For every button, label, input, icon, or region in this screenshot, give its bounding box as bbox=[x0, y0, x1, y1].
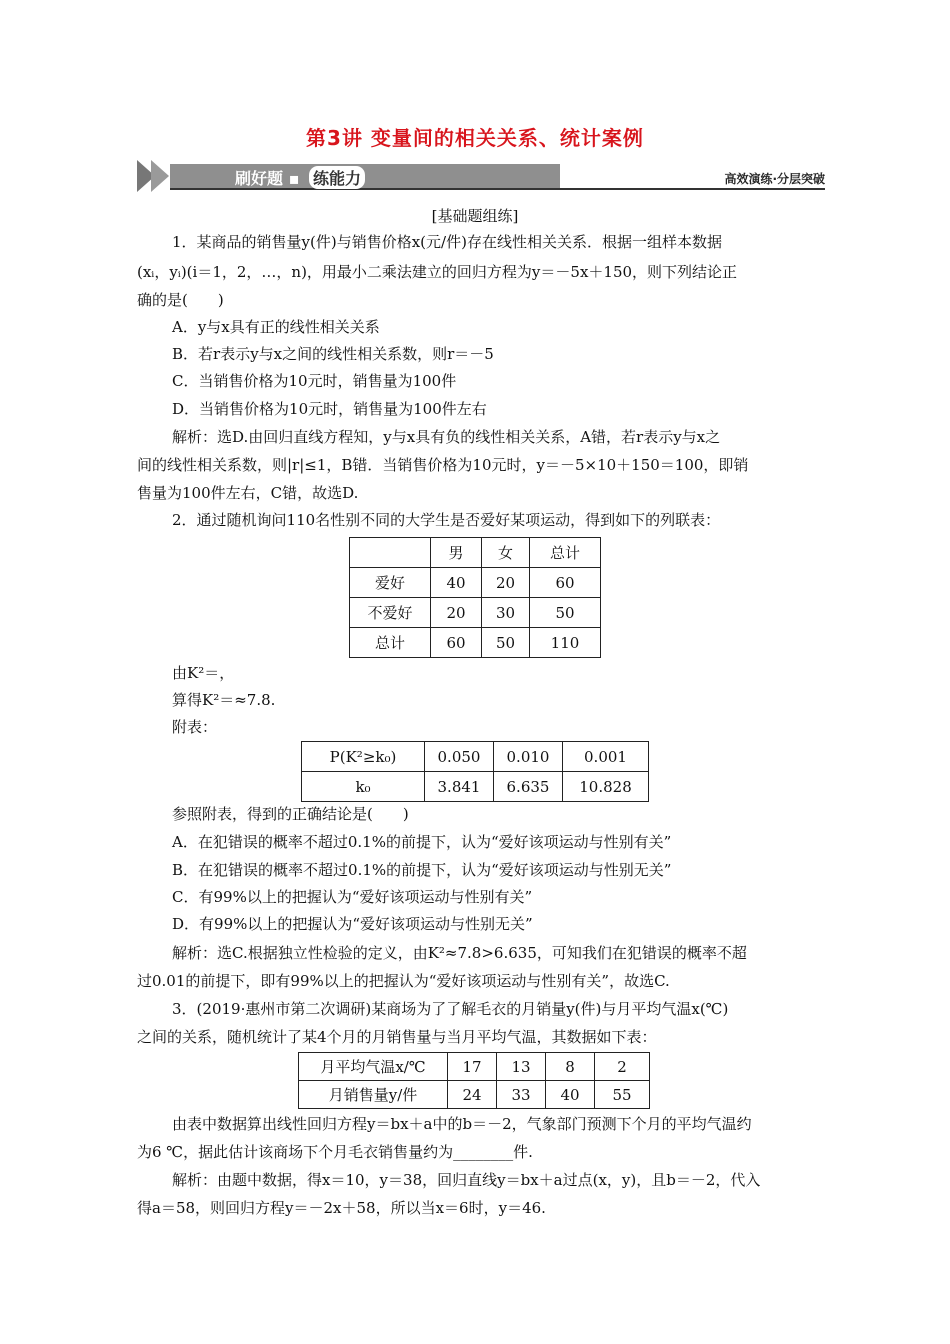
chevron-icon bbox=[151, 160, 169, 192]
q2-stem-line1: 2．通过随机询问110名性别不同的大学生是否爱好某项运动，得到如下的列联表： bbox=[172, 511, 721, 529]
table-cell: k₀ bbox=[302, 772, 425, 802]
q3-solution-line1: 解析：由题中数据，得x＝10，y＝38，回归直线y＝bx＋a过点(x，y)，且b＝－2，代入 bbox=[172, 1171, 761, 1189]
banner-tag: 高效演练·分层突破 bbox=[724, 172, 825, 186]
table-cell: 40 bbox=[431, 568, 482, 598]
table-cell: 55 bbox=[595, 1081, 650, 1109]
q1-stem-line1: 1．某商品的销售量y(件)与销售价格x(元/件)存在线性相关关系．根据一组样本数据 bbox=[172, 233, 722, 251]
table-cell: 2 bbox=[595, 1053, 650, 1081]
table-cell: 20 bbox=[482, 568, 530, 598]
table-cell: 爱好 bbox=[350, 568, 431, 598]
q3-stem-line3: 由表中数据算出线性回归方程y＝bx＋a中的b＝－2，气象部门预测下个月的平均气温约 bbox=[172, 1115, 752, 1133]
table-cell: 0.050 bbox=[425, 742, 494, 772]
section-heading: [基础题组练] bbox=[431, 207, 519, 225]
q2-option-d: D．有99%以上的把握认为“爱好该项运动与性别无关” bbox=[172, 915, 533, 933]
table-cell: 月平均气温x/℃ bbox=[299, 1053, 448, 1081]
q3-stem-line4: 为6 ℃，据此估计该商场下个月毛衣销售量约为________件. bbox=[137, 1143, 533, 1161]
banner-dot: ▪ bbox=[288, 169, 300, 188]
table-cell: 60 bbox=[431, 628, 482, 658]
q1-stem-line3: 确的是( ) bbox=[137, 291, 224, 309]
table-cell: 50 bbox=[482, 628, 530, 658]
table-cell: 40 bbox=[546, 1081, 595, 1109]
table-cell: 不爱好 bbox=[350, 598, 431, 628]
table-cell: 男 bbox=[431, 538, 482, 568]
table-cell: 0.010 bbox=[494, 742, 563, 772]
table-cell: 总计 bbox=[530, 538, 601, 568]
q3-stem-line1: 3．(2019·惠州市第二次调研)某商场为了了解毛衣的月销量y(件)与月平均气温x(℃) bbox=[172, 1000, 729, 1018]
q1-solution-line1: 解析：选D.由回归直线方程知，y与x具有负的线性相关关系，A错，若r表示y与x之 bbox=[172, 428, 721, 446]
critical-value-table bbox=[301, 741, 649, 802]
page-title: 第3讲 变量间的相关关系、统计案例 bbox=[306, 126, 644, 150]
table-cell: 33 bbox=[497, 1081, 546, 1109]
q2-solution-line2: 过0.01的前提下，即有99%以上的把握认为“爱好该项运动与性别有关”，故选C. bbox=[137, 972, 670, 990]
q1-option-a: A．y与x具有正的线性相关关系 bbox=[172, 318, 380, 336]
table-cell: 8 bbox=[546, 1053, 595, 1081]
table-cell: 10.828 bbox=[563, 772, 649, 802]
table-cell: 6.635 bbox=[494, 772, 563, 802]
table-cell: 17 bbox=[448, 1053, 497, 1081]
table-cell: 13 bbox=[497, 1053, 546, 1081]
table-cell: 总计 bbox=[350, 628, 431, 658]
q2-computed: 算得K²＝≈7.8. bbox=[172, 691, 276, 709]
banner-highlight: 练能力 bbox=[309, 166, 365, 189]
table-cell: 110 bbox=[530, 628, 601, 658]
q1-option-d: D．当销售价格为10元时，销售量为100件左右 bbox=[172, 400, 487, 418]
table-cell: 30 bbox=[482, 598, 530, 628]
q3-solution-line2: 得a＝58，则回归方程y＝－2x＋58，所以当x＝6时，y＝46. bbox=[137, 1199, 546, 1217]
section-banner bbox=[137, 160, 825, 192]
table-cell: 女 bbox=[482, 538, 530, 568]
banner-label bbox=[235, 166, 365, 189]
q3-stem-line2: 之间的关系，随机统计了某4个月的月销售量与当月平均气温，其数据如下表： bbox=[137, 1028, 657, 1046]
q1-option-c: C．当销售价格为10元时，销售量为100件 bbox=[172, 372, 457, 390]
table-cell: 3.841 bbox=[425, 772, 494, 802]
q2-option-b: B．在犯错误的概率不超过0.1%的前提下，认为“爱好该项运动与性别无关” bbox=[172, 861, 672, 879]
banner-left-text: 刷好题 bbox=[235, 169, 284, 188]
table-cell: 月销售量y/件 bbox=[299, 1081, 448, 1109]
q1-solution-line3: 售量为100件左右，C错，故选D. bbox=[137, 484, 359, 502]
contingency-table bbox=[349, 537, 601, 658]
q2-formula: 由K²＝， bbox=[172, 664, 235, 682]
q2-appendix-label: 附表： bbox=[172, 718, 218, 736]
table-cell: 60 bbox=[530, 568, 601, 598]
q2-option-c: C．有99%以上的把握认为“爱好该项运动与性别有关” bbox=[172, 888, 533, 906]
table-cell bbox=[350, 538, 431, 568]
table-cell: 0.001 bbox=[563, 742, 649, 772]
table-cell: 50 bbox=[530, 598, 601, 628]
q2-option-a: A．在犯错误的概率不超过0.1%的前提下，认为“爱好该项运动与性别有关” bbox=[172, 833, 672, 851]
table-cell: 20 bbox=[431, 598, 482, 628]
table-cell: 24 bbox=[448, 1081, 497, 1109]
q1-solution-line2: 间的线性相关系数，则|r|≤1，B错．当销售价格为10元时，y＝－5×10＋150＝100，即销 bbox=[137, 456, 749, 474]
q2-solution-line1: 解析：选C.根据独立性检验的定义，由K²≈7.8>6.635，可知我们在犯错误的概率不超 bbox=[172, 944, 747, 962]
table-cell: P(K²≥k₀) bbox=[302, 742, 425, 772]
q1-stem-line2: (xᵢ，yᵢ)(i＝1，2，…，n)，用最小二乘法建立的回归方程为y＝－5x＋150，则下列结论正 bbox=[137, 263, 738, 281]
q1-option-b: B．若r表示y与x之间的线性相关系数，则r＝－5 bbox=[172, 345, 494, 363]
q2-stem-line2: 参照附表，得到的正确结论是( ) bbox=[172, 805, 409, 823]
temperature-sales-table bbox=[298, 1052, 650, 1109]
